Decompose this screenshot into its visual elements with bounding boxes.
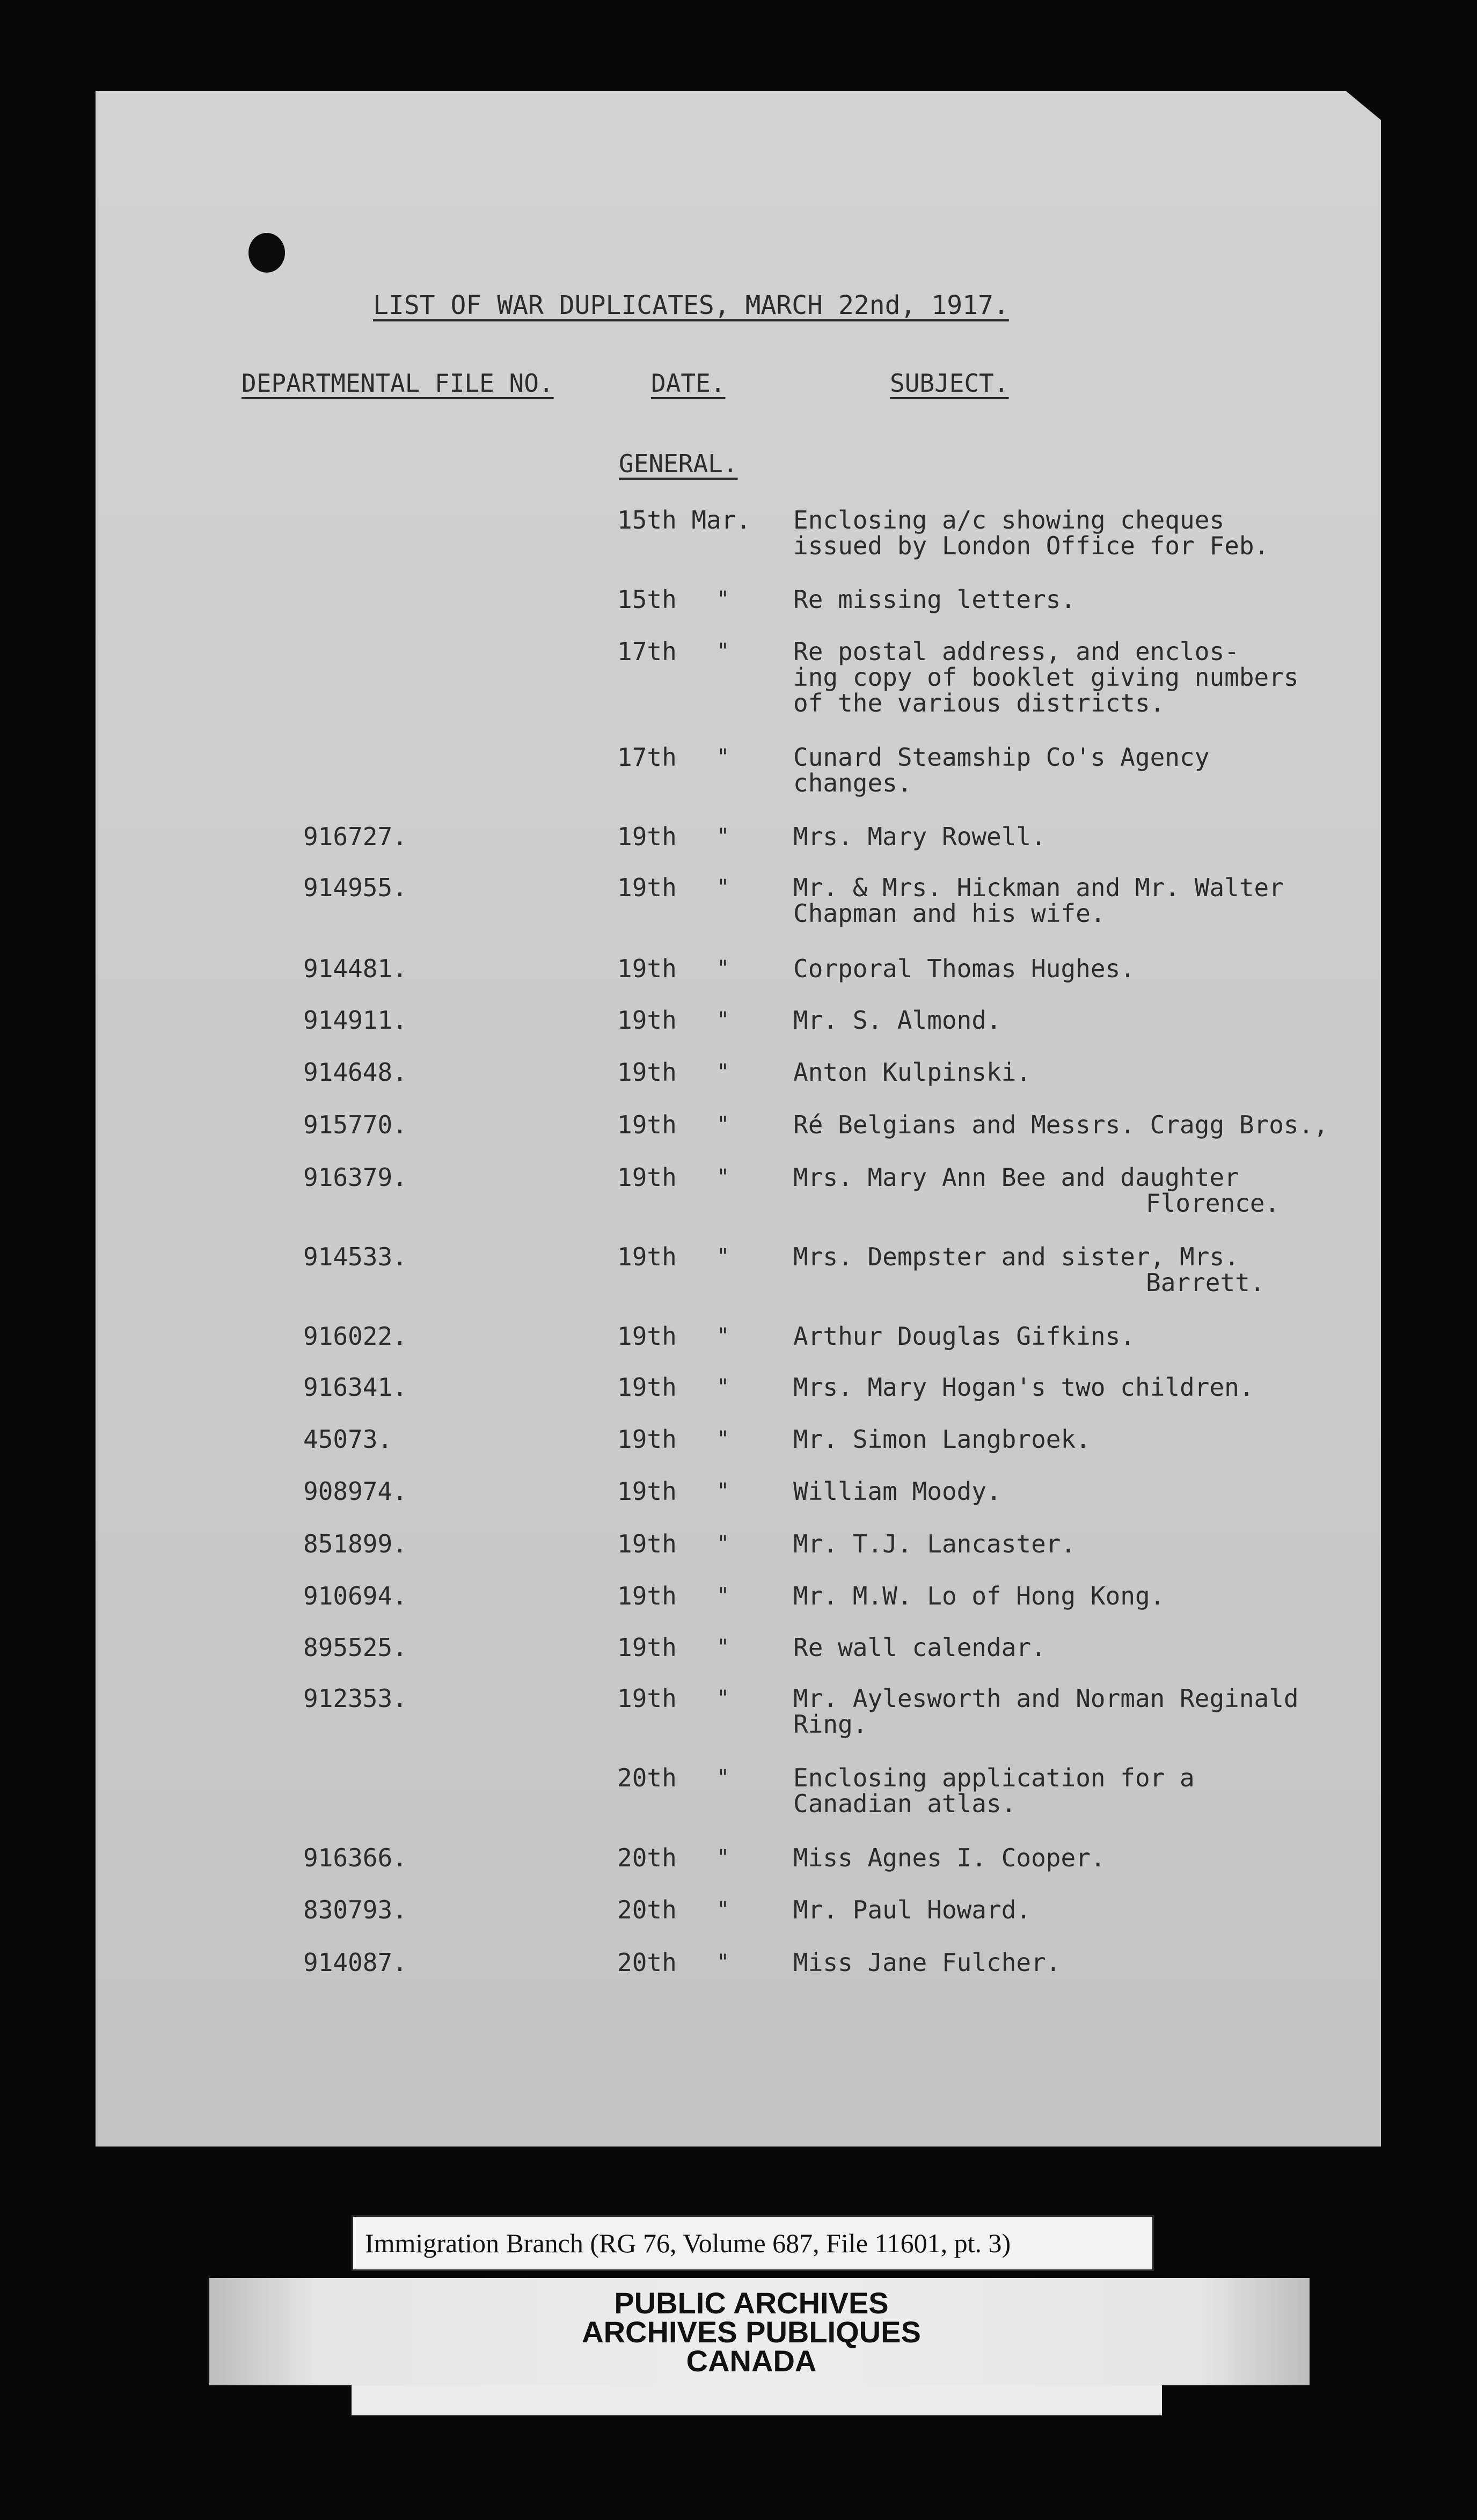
entry-subject: Re postal address, and enclos- (793, 637, 1239, 666)
entry-ditto: " (716, 875, 730, 900)
entry-date: 19th (617, 1058, 677, 1087)
entry-ditto: " (716, 1950, 730, 1975)
entry-subject: Mr. & Mrs. Hickman and Mr. Walter (793, 873, 1284, 902)
entry-date: 19th (617, 1373, 677, 1402)
entry-ditto: " (716, 1766, 730, 1790)
entry-file-no: 916366. (303, 1843, 407, 1872)
entry-file-no: 916341. (303, 1373, 407, 1402)
entry-date: 20th (617, 1948, 677, 1977)
stamp-line: ARCHIVES PUBLIQUES (582, 2315, 921, 2349)
archive-caption: Immigration Branch (RG 76, Volume 687, File 11601, pt. 3) (352, 2215, 1154, 2271)
entry-file-no: 908974. (303, 1477, 407, 1506)
entry-subject: Miss Agnes I. Cooper. (793, 1843, 1106, 1872)
entry-subject: Arthur Douglas Gifkins. (793, 1322, 1135, 1351)
entry-ditto: " (716, 1165, 730, 1190)
entry-date: 20th (617, 1895, 677, 1924)
entry-subject: Mrs. Mary Rowell. (793, 822, 1046, 851)
entry-ditto: " (716, 587, 730, 612)
header-file-no: DEPARTMENTAL FILE NO. (242, 369, 554, 398)
entry-file-no: 914911. (303, 1006, 407, 1035)
entry-file-no: 916379. (303, 1163, 407, 1192)
entry-date: 19th (617, 1529, 677, 1558)
entry-subject: William Moody. (793, 1477, 1001, 1506)
document-title: LIST OF WAR DUPLICATES, MARCH 22nd, 1917. (373, 290, 1009, 320)
entry-subject: Mr. Simon Langbroek. (793, 1425, 1091, 1454)
entry-subject-continued: Barrett. (1146, 1268, 1265, 1297)
entry-date: 19th (617, 1633, 677, 1662)
entry-date: 19th (617, 1477, 677, 1506)
entry-file-no: 914533. (303, 1242, 407, 1271)
entry-ditto: " (716, 1112, 730, 1137)
entry-date: 15th Mar. (617, 506, 751, 534)
header-date: DATE. (651, 369, 726, 398)
entry-ditto: " (716, 1686, 730, 1711)
entry-ditto: " (716, 1060, 730, 1085)
entry-subject: Enclosing application for a (793, 1763, 1195, 1792)
entry-date: 19th (617, 1684, 677, 1713)
entry-date: 19th (617, 1242, 677, 1271)
entry-date: 19th (617, 1006, 677, 1035)
entry-ditto: " (716, 1898, 730, 1922)
header-subject: SUBJECT. (890, 369, 1009, 398)
entry-ditto: " (716, 956, 730, 981)
entry-file-no: 45073. (303, 1425, 393, 1454)
entry-ditto: " (716, 1244, 730, 1269)
entry-ditto: " (716, 1584, 730, 1608)
stamp-strip (352, 2385, 1162, 2415)
entry-subject: Mr. Aylesworth and Norman Reginald (793, 1684, 1299, 1713)
entry-subject-continued: Chapman and his wife. (793, 899, 1106, 928)
stamp-line: CANADA (686, 2344, 817, 2378)
entry-ditto: " (716, 1532, 730, 1556)
entry-date: 20th (617, 1763, 677, 1792)
entry-subject-continued: Ring. (793, 1710, 868, 1739)
entry-ditto: " (716, 1845, 730, 1870)
entry-subject: Mrs. Mary Hogan's two children. (793, 1373, 1254, 1402)
archive-stamp-text (537, 2286, 966, 2378)
entry-file-no: 914087. (303, 1948, 407, 1977)
entry-date: 15th (617, 585, 677, 614)
entry-subject: Mr. S. Almond. (793, 1006, 1001, 1035)
entry-file-no: 830793. (303, 1895, 407, 1924)
entry-ditto: " (716, 1479, 730, 1504)
entry-subject: Cunard Steamship Co's Agency (793, 743, 1210, 772)
entry-ditto: " (716, 824, 730, 849)
section-heading: GENERAL. (619, 449, 738, 478)
entry-date: 19th (617, 873, 677, 902)
entry-date: 17th (617, 637, 677, 666)
entry-subject-continued: Florence. (1146, 1189, 1280, 1218)
entry-ditto: " (716, 639, 730, 664)
entry-subject: Corporal Thomas Hughes. (793, 954, 1135, 983)
entry-subject-continued: Canadian atlas. (793, 1789, 1017, 1818)
entry-ditto: " (716, 1324, 730, 1349)
entry-file-no: 914955. (303, 873, 407, 902)
entry-date: 17th (617, 743, 677, 772)
entry-subject-continued: changes. (793, 768, 912, 797)
entry-subject: Re wall calendar. (793, 1633, 1046, 1662)
entry-file-no: 915770. (303, 1110, 407, 1139)
entry-subject: Miss Jane Fulcher. (793, 1948, 1061, 1977)
entry-file-no: 912353. (303, 1684, 407, 1713)
entry-date: 19th (617, 1425, 677, 1454)
entry-subject-continued: of the various districts. (793, 688, 1165, 717)
entry-ditto: " (716, 1427, 730, 1452)
entry-date: 20th (617, 1843, 677, 1872)
entry-file-no: 916022. (303, 1322, 407, 1351)
entry-date: 19th (617, 822, 677, 851)
entry-file-no: 851899. (303, 1529, 407, 1558)
entry-ditto: " (716, 1008, 730, 1032)
entry-subject: Mrs. Mary Ann Bee and daughter (793, 1163, 1239, 1192)
entry-file-no: 910694. (303, 1581, 407, 1610)
entry-date: 19th (617, 1163, 677, 1192)
entry-subject: Anton Kulpinski. (793, 1058, 1032, 1087)
entry-date: 19th (617, 1581, 677, 1610)
entry-date: 19th (617, 1322, 677, 1351)
entry-ditto: " (716, 745, 730, 770)
entry-subject-continued: ing copy of booklet giving numbers (793, 663, 1299, 692)
entry-subject: Mr. Paul Howard. (793, 1895, 1032, 1924)
entry-subject: Mr. M.W. Lo of Hong Kong. (793, 1581, 1165, 1610)
entry-subject: Re missing letters. (793, 585, 1076, 614)
entry-date: 19th (617, 954, 677, 983)
entry-subject-continued: issued by London Office for Feb. (793, 531, 1269, 560)
entry-subject: Ré Belgians and Messrs. Cragg Bros., (793, 1110, 1328, 1139)
stamp-line: PUBLIC ARCHIVES (614, 2286, 889, 2320)
entry-file-no: 914648. (303, 1058, 407, 1087)
entry-subject: Mr. T.J. Lancaster. (793, 1529, 1076, 1558)
entry-subject: Enclosing a/c showing cheques (793, 506, 1225, 534)
punch-hole (248, 233, 285, 273)
entry-date: 19th (617, 1110, 677, 1139)
entry-ditto: " (716, 1375, 730, 1400)
entry-ditto: " (716, 1635, 730, 1660)
entry-file-no: 895525. (303, 1633, 407, 1662)
entry-file-no: 914481. (303, 954, 407, 983)
entry-file-no: 916727. (303, 822, 407, 851)
entry-subject: Mrs. Dempster and sister, Mrs. (793, 1242, 1239, 1271)
